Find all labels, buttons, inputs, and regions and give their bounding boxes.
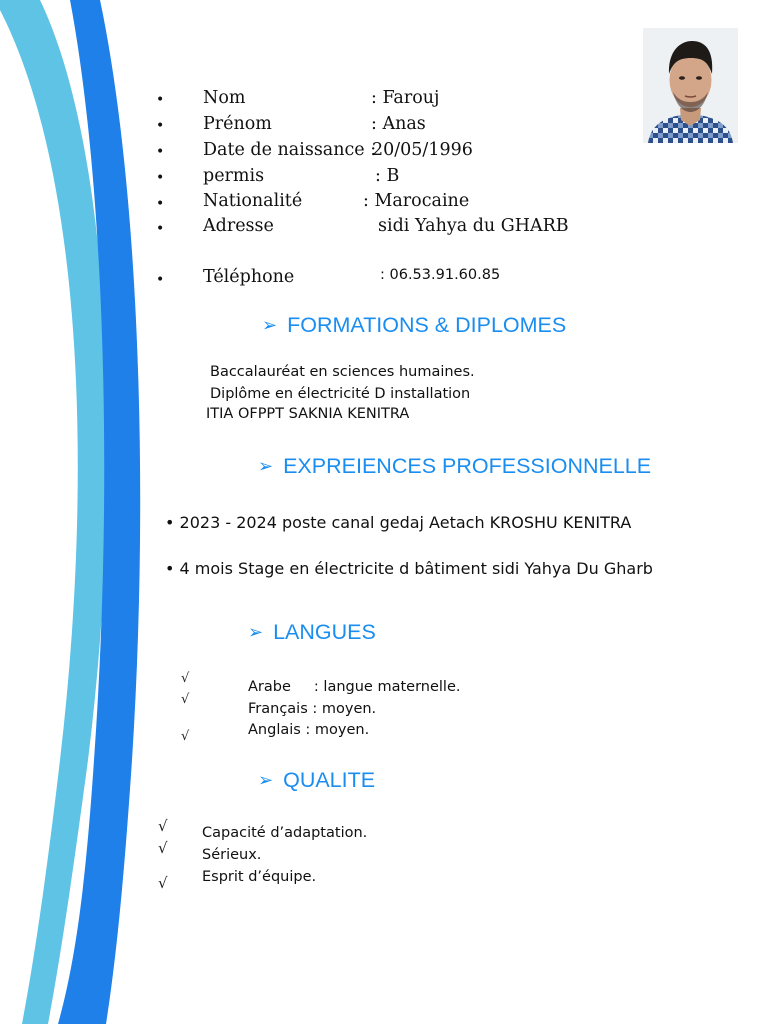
info-value-permis: : B [375,166,400,186]
info-label-prenom: Prénom [203,114,272,134]
profile-photo [643,28,738,143]
info-label-nom: Nom [203,88,246,108]
qualite-item: Sérieux. [202,847,262,863]
langue-item: Français : moyen. [248,701,377,717]
info-label-adresse: Adresse [203,216,274,236]
check-icon: √ [181,671,190,686]
langue-item: Arabe : langue maternelle. [248,679,461,695]
experiences-heading [258,454,651,479]
check-icon: √ [158,817,168,835]
info-value-nom: : Farouj [371,88,440,108]
check-icon: √ [181,729,190,744]
check-icon: √ [158,839,168,857]
list-bullet: • [156,170,165,186]
formation-line: ITIA OFPPT SAKNIA KENITRA [206,406,410,422]
formations-heading [262,313,566,338]
qualite-title: QUALITE [283,768,376,792]
info-label-telephone: Téléphone [203,267,295,287]
check-icon: √ [158,874,168,892]
info-label-nationalite: Nationalité [203,191,303,211]
list-bullet: • [156,144,165,160]
arrow-bullet-icon: ➢ [248,622,264,642]
qualite-item: Esprit d’équipe. [202,869,317,885]
list-bullet: • [156,92,165,108]
langues-title: LANGUES [273,620,376,644]
formation-line: Diplôme en électricité D installation [210,386,471,402]
info-label-date-naissance: Date de naissance : [203,140,377,160]
info-value-date-naissance: 20/05/1996 [372,140,473,160]
experience-text: 4 mois Stage en électricite d bâtiment sidi Yahya Du Gharb [179,559,653,578]
list-bullet: • [156,196,165,212]
info-value-telephone: : 06.53.91.60.85 [380,267,501,283]
experience-item [165,559,653,578]
info-value-adresse: sidi Yahya du GHARB [378,216,569,236]
experience-item [165,513,631,532]
arrow-bullet-icon: ➢ [262,315,278,335]
experiences-title: EXPREIENCES PROFESSIONNELLE [283,454,652,478]
info-label-permis: permis [203,166,265,186]
langues-heading [248,620,376,645]
langue-item: Anglais : moyen. [248,722,370,738]
formation-line: Baccalauréat en sciences humaines. [210,364,475,380]
arrow-bullet-icon: ➢ [258,456,274,476]
qualite-heading [258,768,375,793]
info-value-nationalite: : Marocaine [363,191,470,211]
info-value-prenom: : Anas [371,114,426,134]
list-bullet: • [156,272,165,288]
experience-text: 2023 - 2024 poste canal gedaj Aetach KROSHU KENITRA [179,513,632,532]
qualite-item: Capacité d’adaptation. [202,825,368,841]
list-bullet: • [165,559,175,578]
list-bullet: • [156,118,165,134]
list-bullet: • [165,513,175,532]
list-bullet: • [156,221,165,237]
check-icon: √ [181,692,190,707]
arrow-bullet-icon: ➢ [258,770,274,790]
formations-title: FORMATIONS & DIPLOMES [287,313,567,337]
